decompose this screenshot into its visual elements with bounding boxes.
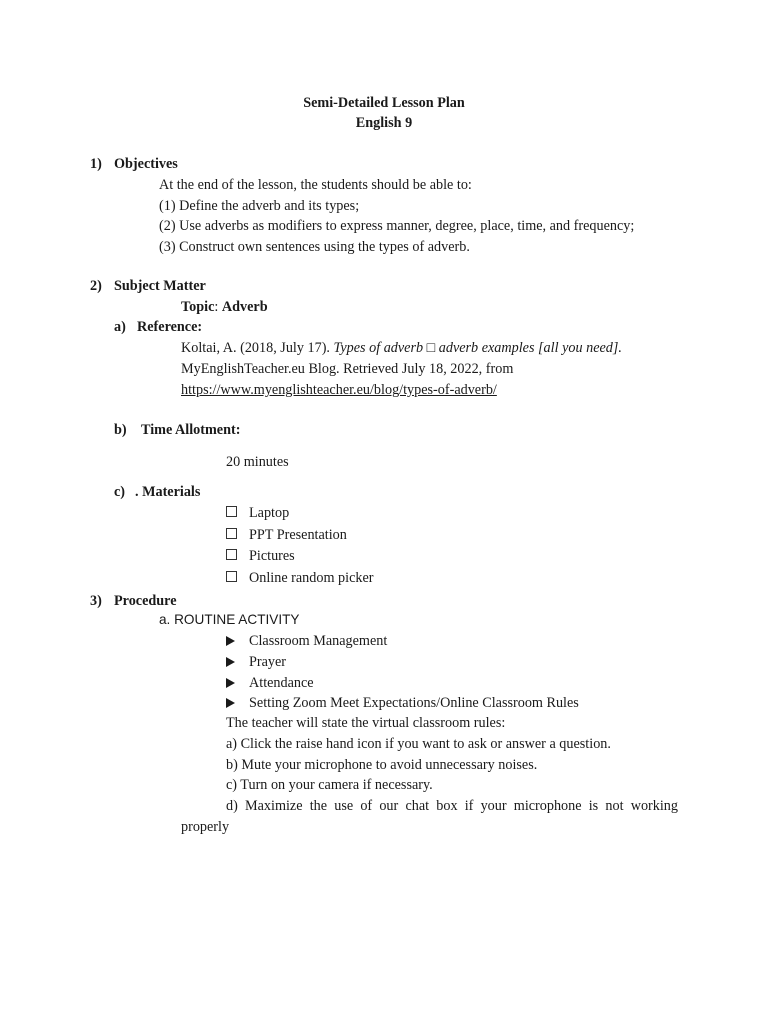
topic-value: Adverb [221, 299, 268, 315]
reference-title: Types of adverb □ adverb examples [all you need]. [333, 340, 622, 356]
subsection-heading-materials: . Materials [135, 484, 201, 500]
objectives-intro: At the end of the lesson, the students should be able to: [159, 177, 472, 193]
reference-author: Koltai, A. (2018, July 17). [181, 340, 334, 356]
section-number: 3) [90, 593, 102, 609]
document-subtitle: English 9 [355, 115, 413, 131]
reference-link[interactable]: https://www.myenglishteacher.eu/blog/types-of-adverb/ [181, 382, 497, 398]
section-heading-subject-matter: Subject Matter [114, 278, 206, 294]
section-heading-procedure: Procedure [114, 593, 177, 609]
routine-item: Classroom Management [249, 633, 388, 649]
rule-item: c) Turn on your camera if necessary. [226, 777, 433, 793]
material-item: Laptop [249, 505, 290, 521]
document-title: Semi-Detailed Lesson Plan [303, 95, 465, 111]
rule-item: a) Click the raise hand icon if you want to ask or answer a question. [226, 736, 611, 752]
routine-item: Attendance [249, 675, 314, 691]
objective-item: (2) Use adverbs as modifiers to express manner, degree, place, time, and frequency; [159, 218, 635, 234]
rule-continuation: properly [181, 819, 230, 835]
section-number: 1) [90, 156, 102, 172]
section-number: 2) [90, 278, 102, 294]
objective-item: (1) Define the adverb and its types; [159, 198, 360, 214]
checkbox-icon [226, 569, 237, 587]
rules-intro: The teacher will state the virtual classroom rules: [226, 715, 506, 731]
arrow-bullet-icon [226, 674, 235, 692]
reference-line [181, 339, 622, 357]
arrow-bullet-icon [226, 694, 235, 712]
topic-line [181, 298, 268, 316]
checkbox-icon [226, 547, 237, 565]
checkbox-icon [226, 504, 237, 522]
section-heading-objectives: Objectives [114, 156, 178, 172]
time-allotment-value: 20 minutes [226, 454, 289, 470]
topic-label: Topic [181, 299, 215, 315]
subsection-heading-time-allotment: Time Allotment: [141, 422, 241, 438]
routine-item: Setting Zoom Meet Expectations/Online Classroom Rules [249, 695, 579, 711]
objective-item: (3) Construct own sentences using the types of adverb. [159, 239, 470, 255]
subsection-heading-reference: Reference: [137, 319, 203, 335]
material-item: Online random picker [249, 570, 374, 586]
subsection-letter: a) [114, 319, 126, 335]
topic-colon: : [214, 299, 219, 315]
material-item: Pictures [249, 548, 295, 564]
subsection-letter: b) [114, 422, 127, 438]
reference-source: MyEnglishTeacher.eu Blog. Retrieved July 18, 2022, from [181, 361, 514, 377]
material-item: PPT Presentation [249, 527, 347, 543]
subsection-letter: c) [114, 484, 126, 500]
checkbox-icon [226, 526, 237, 544]
rule-item: b) Mute your microphone to avoid unnecessary noises. [226, 757, 538, 773]
arrow-bullet-icon [226, 653, 235, 671]
arrow-bullet-icon [226, 632, 235, 650]
routine-item: Prayer [249, 654, 287, 670]
rule-item: d) Maximize the use of our chat box if your microphone is not working [226, 798, 678, 814]
routine-activity-heading: a. ROUTINE ACTIVITY [159, 612, 300, 627]
